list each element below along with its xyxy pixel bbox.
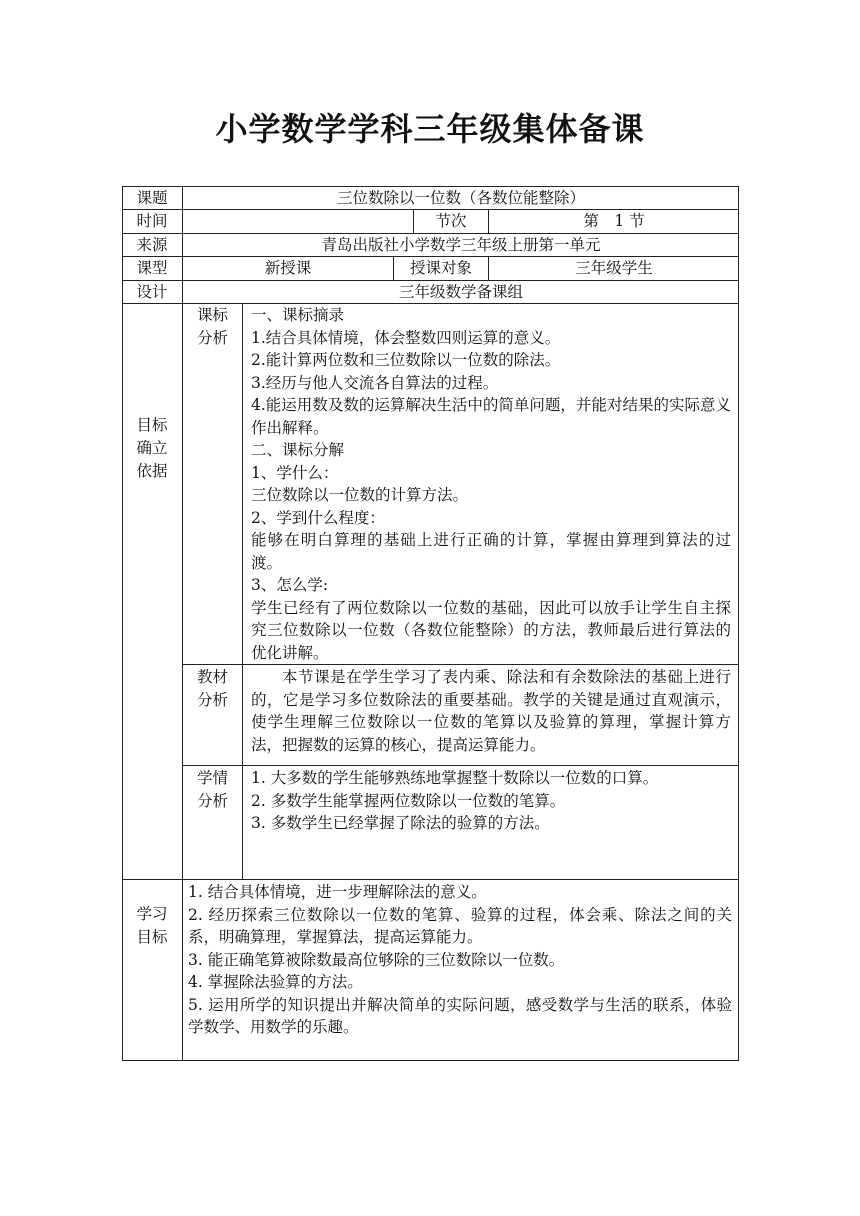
- design-label: 设计: [136, 283, 168, 301]
- learning-goals-content: [188, 881, 732, 1039]
- audience-label: 授课对象: [409, 259, 472, 277]
- standard-line: 3.经历与他人交流各自算法的过程。: [251, 373, 499, 392]
- student-line: 3. 多数学生已经掌握了除法的验算的方法。: [251, 814, 550, 832]
- textbook-analysis-label: 教材 分析: [196, 668, 228, 709]
- standard-line: 二、课标分解: [251, 441, 345, 459]
- standard-line: 一、课标摘录: [251, 306, 345, 324]
- standard-line: 4.能运用数及数的运算解决生活中的简单问题，并能对结果的实际意义作出解释。: [251, 396, 731, 437]
- basis-label: 目标 确立 依据: [136, 416, 168, 480]
- goal-line: 5. 运用所学的知识提出并解决简单的实际问题，感受数学与生活的联系，体验学数学、用数学的乐趣。: [188, 995, 732, 1036]
- standard-line: 1、学什么：: [251, 463, 339, 482]
- student-analysis-content: [251, 767, 731, 835]
- period-label: 节次: [435, 212, 467, 230]
- standard-line: 2.能计算两位数和三位数除以一位数的除法。: [251, 351, 561, 369]
- document-title: 小学数学学科三年级集体备课: [215, 110, 645, 148]
- standard-line: 能够在明白算理的基础上进行正确的计算，掌握由算理到算法的过渡。: [251, 531, 731, 572]
- standard-analysis-content: [251, 304, 731, 664]
- period-value: 第 1 节: [583, 212, 645, 230]
- goal-line: 4. 掌握除法验算的方法。: [188, 973, 363, 991]
- source-value: 青岛出版社小学数学三年级上册第一单元: [321, 236, 601, 254]
- standard-line: 2、学到什么程度：: [251, 508, 385, 527]
- goal-line: 2. 经历探索三位数除以一位数的笔算、验算的过程，体会乘、除法之间的关系，明确算理，掌握算法，提高运算能力。: [188, 905, 732, 946]
- topic-value: 三位数除以一位数（各数位能整除）: [336, 189, 585, 207]
- student-analysis-label: 学情 分析: [196, 769, 228, 810]
- standard-line: 学生已经有了两位数除以一位数的基础，因此可以放手让学生自主探究三位数除以一位数（各数位能整除）的方法，教师最后进行算法的优化讲解。: [251, 598, 731, 662]
- learning-goals-label: 学习 目标: [136, 905, 168, 946]
- goal-line: 3. 能正确笔算被除数最高位够除的三位数除以一位数。: [188, 950, 565, 969]
- standard-line: 3、怎么学:: [251, 576, 329, 594]
- standard-line: 三位数除以一位数的计算方法。: [251, 486, 469, 504]
- topic-label: 课题: [136, 189, 168, 207]
- student-line: 2. 多数学生能掌握两位数除以一位数的笔算。: [251, 791, 566, 810]
- standard-line: 1.结合具体情境，体会整数四则运算的意义。: [251, 328, 561, 347]
- student-line: 1. 大多数的学生能够熟练地掌握整十数除以一位数的口算。: [251, 769, 659, 787]
- audience-value: 三年级学生: [575, 259, 653, 277]
- textbook-analysis-content: 本节课是在学生学习了表内乘、除法和有余数除法的基础上进行的，它是学习多位数除法的重要基础。教学的关键是通过直观演示，使学生理解三位数除以一位数的笔算以及验算的算理，掌握计算方法，把握数的运算的核心，提高运算能力。: [251, 668, 731, 754]
- design-value: 三年级数学备课组: [398, 283, 523, 301]
- type-value: 新授课: [264, 259, 312, 277]
- goal-line: 1. 结合具体情境，进一步理解除法的意义。: [188, 883, 487, 901]
- time-label: 时间: [136, 212, 168, 230]
- standard-analysis-label: 课标 分析: [196, 306, 228, 347]
- type-label: 课型: [136, 259, 168, 277]
- source-label: 来源: [136, 236, 168, 254]
